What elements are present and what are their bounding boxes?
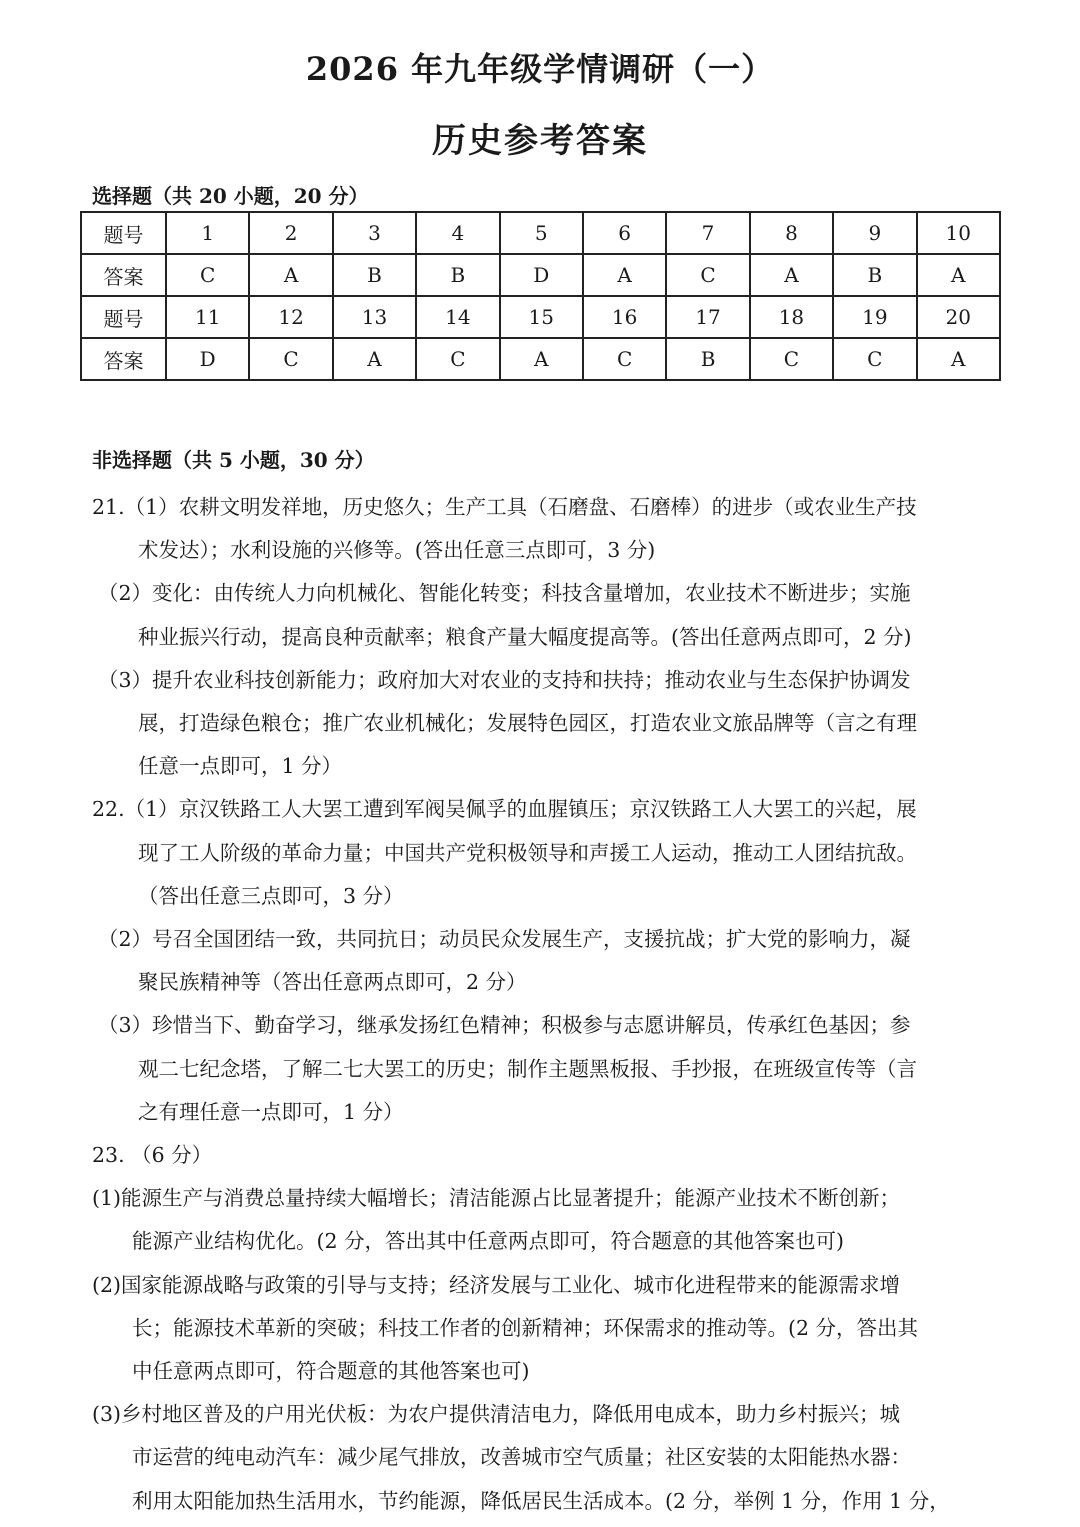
table-row-answers-1 <box>81 254 1000 296</box>
text-line: 聚民族精神等（答出任意两点即可，2 分） <box>138 970 527 995</box>
table-cell: 8 <box>750 212 833 254</box>
section-heading-free-response: 非选择题（共 5 小题，30 分） <box>92 448 375 472</box>
q21-part2 <box>0 572 1080 658</box>
q22-part1 <box>0 788 1080 918</box>
text-line: 展，打造绿色粮仓；推广农业机械化；发展特色园区，打造农业文旅品牌等（言之有理 <box>138 711 917 736</box>
table-cell: 14 <box>416 296 499 338</box>
table-cell: 15 <box>500 296 583 338</box>
table-cell: A <box>583 254 666 296</box>
text-line: (1)能源生产与消费总量持续大幅增长；清洁能源占比显著提升；能源产业技术不断创新； <box>92 1186 901 1211</box>
text-line: 现了工人阶级的革命力量；中国共产党积极领导和声援工人运动，推动工人团结抗敌。 <box>138 840 917 865</box>
page-subtitle: 历史参考答案 <box>432 121 648 161</box>
table-cell: C <box>416 338 499 380</box>
table-cell: C <box>249 338 332 380</box>
text-line: （3）提升农业科技创新能力；政府加大对农业的支持和扶持；推动农业与生态保护协调发 <box>98 667 911 692</box>
table-cell: 10 <box>917 212 1000 254</box>
table-cell: 9 <box>833 212 916 254</box>
text-line: 长；能源技术革新的突破；科技工作者的创新精神；环保需求的推动等。(2 分，答出其 <box>132 1315 919 1340</box>
table-cell: D <box>166 338 249 380</box>
table-cell: D <box>500 254 583 296</box>
table-cell: B <box>416 254 499 296</box>
page-title: 2026 年九年级学情调研（一） <box>305 50 775 88</box>
table-row-numbers-1 <box>81 212 1000 254</box>
text-line: 21.（1）农耕文明发祥地，历史悠久；生产工具（石磨盘、石磨棒）的进步（或农业生产技 <box>92 495 917 519</box>
table-row-answers-2 <box>81 338 1000 380</box>
q23-part2 <box>0 1264 1080 1394</box>
multiple-choice-answer-table <box>80 211 1001 381</box>
row-label-number: 题号 <box>81 296 166 338</box>
row-label-answer: 答案 <box>81 254 166 296</box>
text-line: （答出任意三点即可，3 分） <box>138 883 404 908</box>
text-line: (2)国家能源战略与政策的引导与支持；经济发展与工业化、城市化进程带来的能源需求增 <box>92 1272 901 1297</box>
row-label-number: 题号 <box>81 212 166 254</box>
q22-part2 <box>0 918 1080 1004</box>
q23-part3 <box>0 1393 1080 1523</box>
table-cell: C <box>750 338 833 380</box>
table-cell: 11 <box>166 296 249 338</box>
table-cell: 5 <box>500 212 583 254</box>
table-cell: 20 <box>917 296 1000 338</box>
table-cell: 16 <box>583 296 666 338</box>
table-cell: A <box>750 254 833 296</box>
text-line: 能源产业结构优化。(2 分，答出其中任意两点即可，符合题意的其他答案也可) <box>132 1229 845 1254</box>
table-cell: A <box>917 338 1000 380</box>
table-cell: 12 <box>249 296 332 338</box>
q21-part1 <box>0 486 1080 572</box>
section-heading-multiple-choice: 选择题（共 20 小题，20 分） <box>92 184 369 208</box>
text-line: （2）变化：由传统人力向机械化、智能化转变；科技含量增加，农业技术不断进步；实施 <box>98 581 911 606</box>
text-line: 种业振兴行动，提高良种贡献率；粮食产量大幅度提高等。(答出任意两点即可，2 分) <box>138 624 912 649</box>
table-cell: 4 <box>416 212 499 254</box>
text-line: 任意一点即可，1 分） <box>138 754 343 779</box>
text-line: (3)乡村地区普及的户用光伏板：为农户提供清洁电力，降低用电成本，助力乡村振兴；城 <box>92 1402 901 1427</box>
q22-part3 <box>0 1004 1080 1134</box>
text-line: 22.（1）京汉铁路工人大罢工遭到军阀吴佩孚的血腥镇压；京汉铁路工人大罢工的兴起，展 <box>92 797 917 822</box>
free-response-answers <box>0 486 1080 1523</box>
table-cell: C <box>666 254 749 296</box>
table-cell: B <box>333 254 416 296</box>
text-line: 之有理任意一点即可，1 分） <box>138 1099 404 1124</box>
text-line: （3）珍惜当下、勤奋学习，继承发扬红色精神；积极参与志愿讲解员，传承红色基因；参 <box>98 1013 911 1038</box>
table-cell: 13 <box>333 296 416 338</box>
text-line: 中任意两点即可，符合题意的其他答案也可) <box>132 1359 530 1384</box>
table-cell: B <box>833 254 916 296</box>
table-cell: 3 <box>333 212 416 254</box>
table-cell: B <box>666 338 749 380</box>
q23-part1 <box>0 1177 1080 1263</box>
text-line: 观二七纪念塔，了解二七大罢工的历史；制作主题黑板报、手抄报，在班级宣传等（言 <box>138 1056 917 1081</box>
table-cell: C <box>833 338 916 380</box>
table-cell: 7 <box>666 212 749 254</box>
table-cell: 1 <box>166 212 249 254</box>
row-label-answer: 答案 <box>81 338 166 380</box>
text-line: 市运营的纯电动汽车：减少尾气排放，改善城市空气质量；社区安装的太阳能热水器： <box>132 1445 911 1470</box>
text-line: 23. （6 分） <box>92 1143 213 1168</box>
table-cell: 18 <box>750 296 833 338</box>
q23-heading <box>0 1134 1080 1177</box>
text-line: （2）号召全国团结一致，共同抗日；动员民众发展生产，支援抗战；扩大党的影响力，凝 <box>98 927 911 952</box>
table-cell: 6 <box>583 212 666 254</box>
table-cell: 2 <box>249 212 332 254</box>
table-cell: A <box>333 338 416 380</box>
table-cell: A <box>249 254 332 296</box>
q21-part3 <box>0 659 1080 789</box>
table-cell: C <box>166 254 249 296</box>
table-cell: C <box>583 338 666 380</box>
table-cell: A <box>917 254 1000 296</box>
text-line: 利用太阳能加热生活用水，节约能源，降低居民生活成本。(2 分，举例 1 分，作用 1 分， <box>132 1488 950 1513</box>
table-row-numbers-2 <box>81 296 1000 338</box>
text-line: 术发达）；水利设施的兴修等。(答出任意三点即可，3 分) <box>138 538 656 563</box>
table-cell: 19 <box>833 296 916 338</box>
table-cell: A <box>500 338 583 380</box>
table-cell: 17 <box>666 296 749 338</box>
